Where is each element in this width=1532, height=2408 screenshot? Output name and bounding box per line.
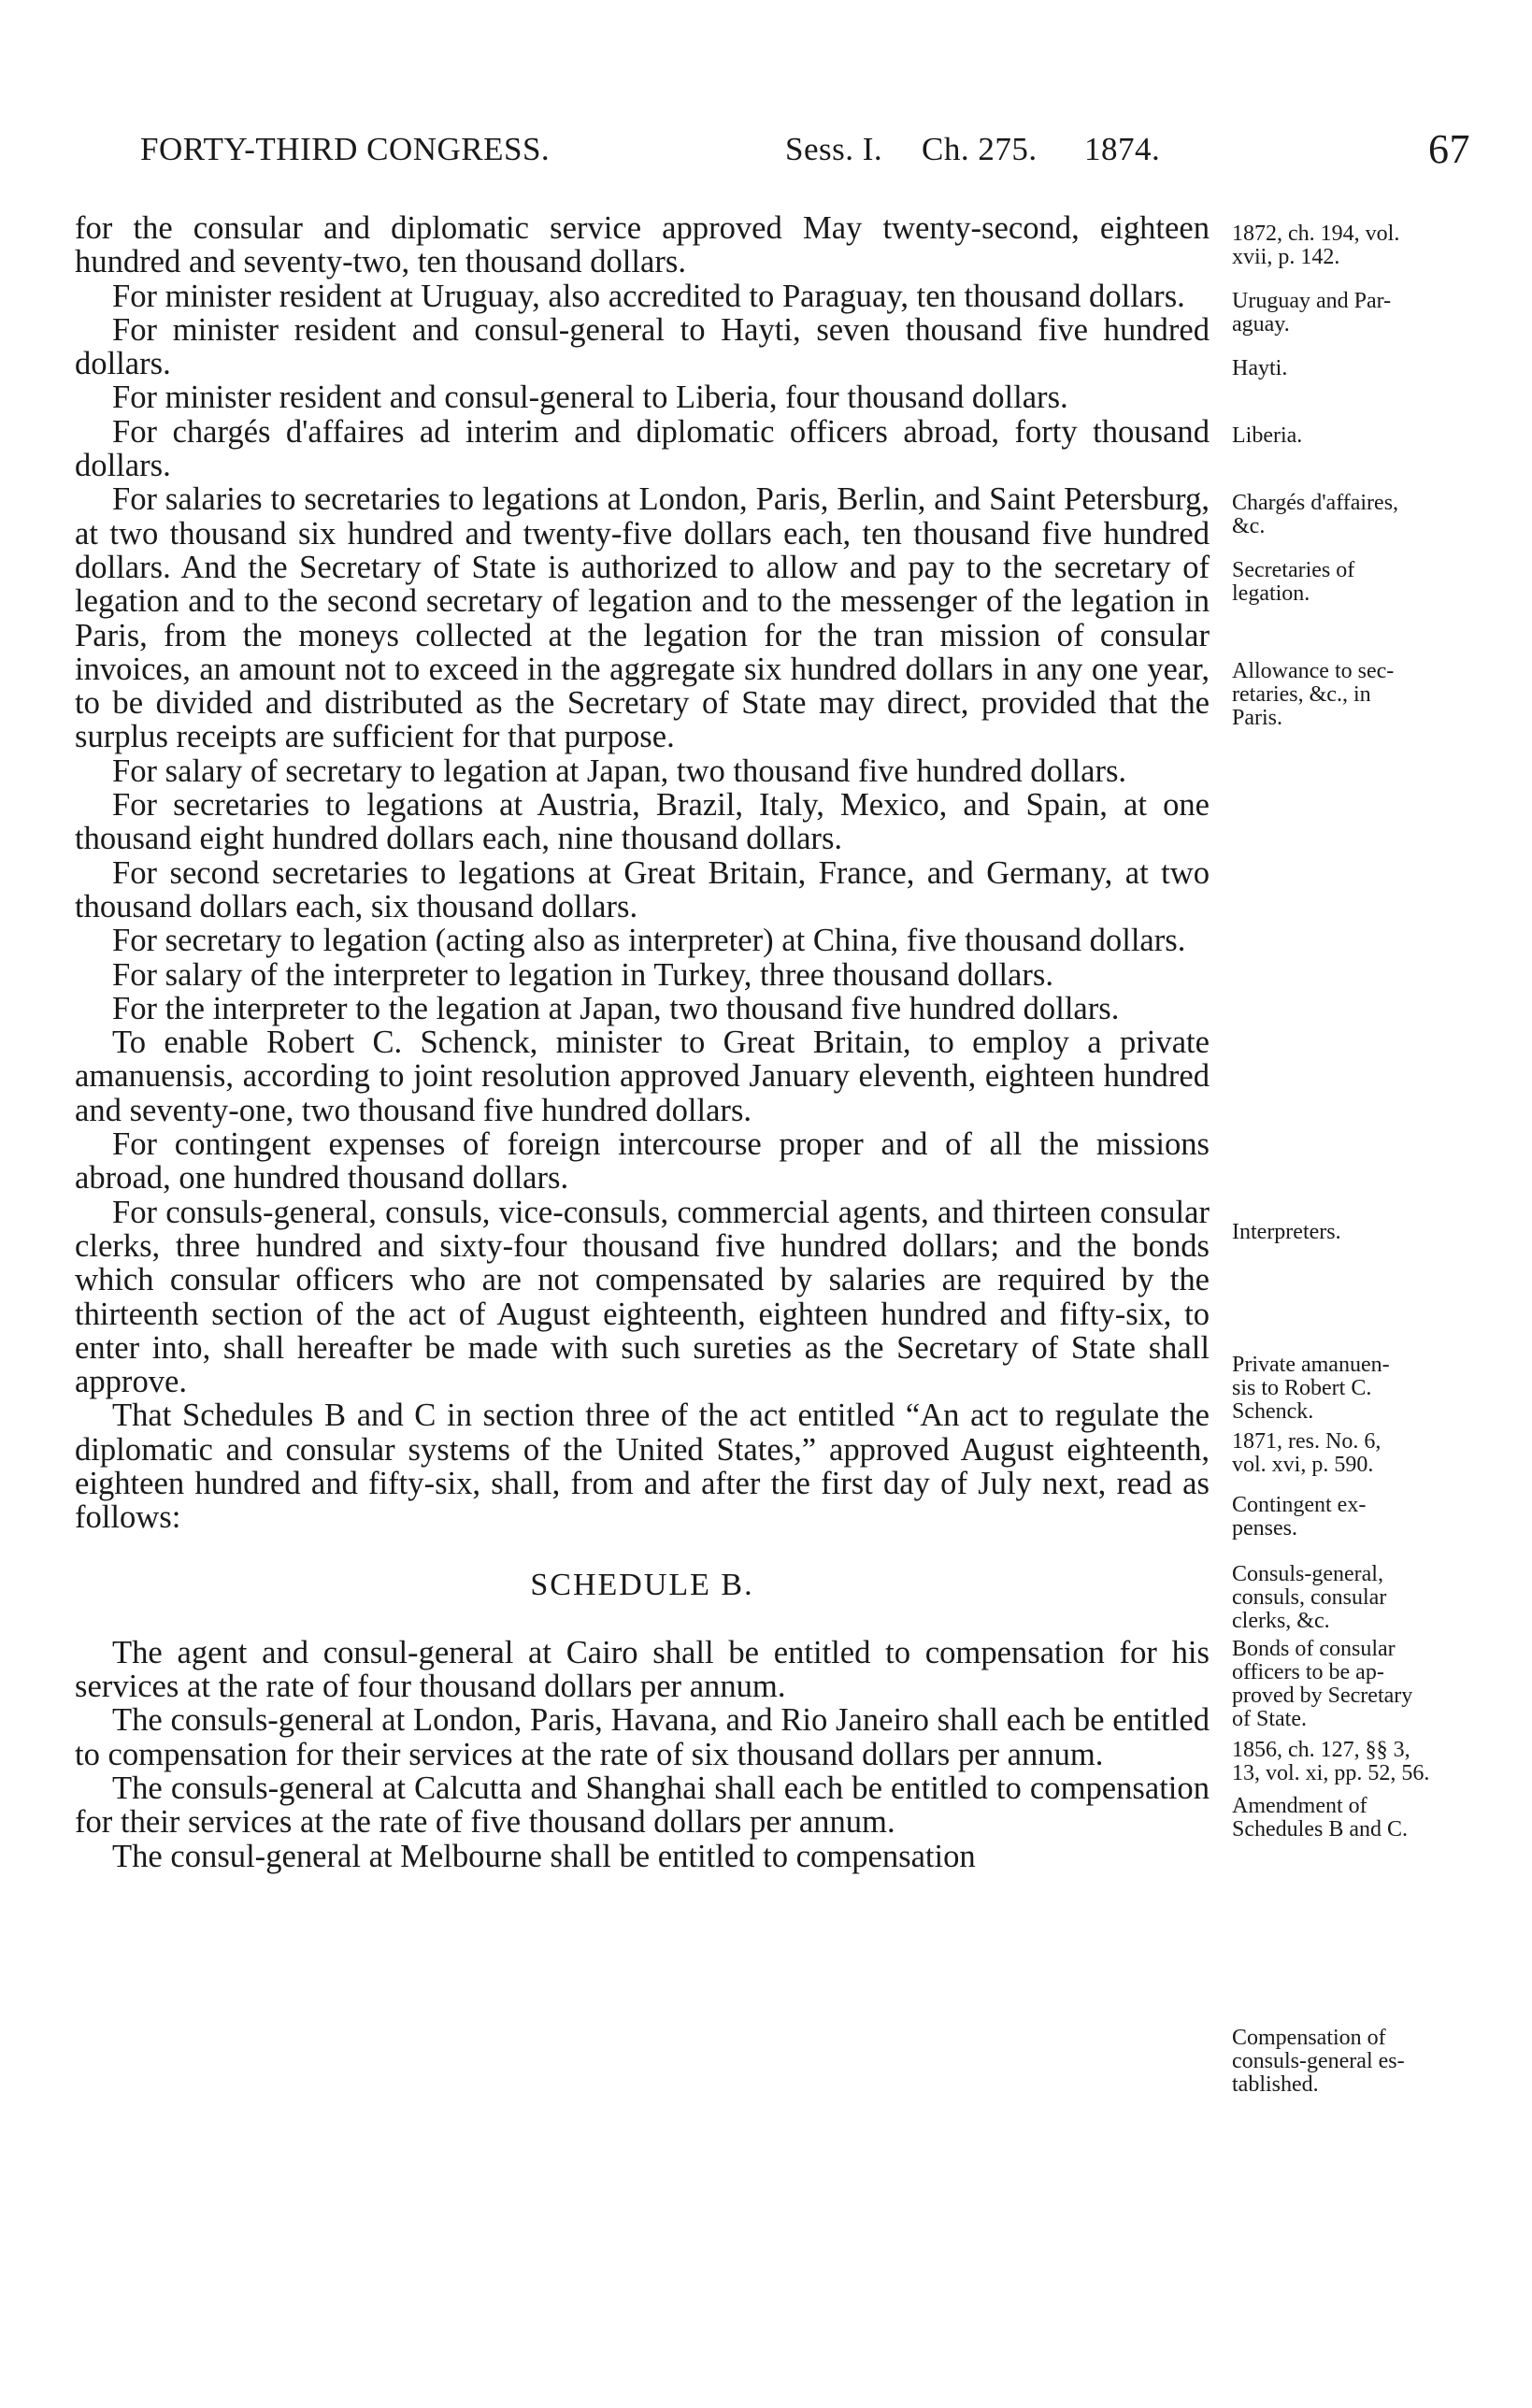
paragraph-schedules-amendment: That Schedules B and C in section three of the act entitled “An act to regulate the diplomatic and consular systems of the United States,” approved August eighteenth, eighteen hundred and fifty-six, shall, from and after the first day of July next, read as follows: bbox=[75, 1398, 1210, 1536]
paragraph-japan-interpreter: For the interpreter to the legation at Japan, two thousand five hundred dollars. bbox=[112, 990, 1120, 1026]
schedule-heading: SCHEDULE B. bbox=[530, 1567, 754, 1602]
page-number: 67 bbox=[1428, 126, 1470, 172]
paragraph-uruguay: For minister resident at Uruguay, also accredited to Paraguay, ten thousand dollars. bbox=[112, 278, 1185, 314]
paragraph-liberia: For minister resident and consul-general to Liberia, four thousand dollars. bbox=[112, 380, 1068, 416]
paragraph-second-secretaries: For second secretaries to legations at Great Britain, France, and Germany, at two thousand dollars each, six thousand dollars. bbox=[75, 854, 1210, 924]
margin-note-citation-1872: 1872, ch. 194, vol. xvii, p. 142. bbox=[1232, 222, 1400, 269]
paragraph-china-secretary: For secretary to legation (acting also as interpreter) at China, five thousand dollars. bbox=[112, 923, 1186, 959]
paragraph-calcutta-shanghai: The consuls-general at Calcutta and Shanghai shall each be entitled to compensation for their services at the rate of five thousand dollars per annum. bbox=[75, 1770, 1210, 1841]
paragraph-contingent-expenses: For contingent expenses of foreign intercourse proper and of all the missions abroad, one hundred thousand dollars. bbox=[75, 1126, 1210, 1197]
margin-note-liberia: Liberia. bbox=[1232, 423, 1303, 448]
margin-note-allowance: Allowance to sec- retaries, &c., in Paris. bbox=[1232, 659, 1395, 730]
paragraph-hayti: For minister resident and consul-general to Hayti, seven thousand five hundred dollars. bbox=[75, 311, 1210, 382]
running-header bbox=[140, 126, 1475, 178]
paragraph-japan-secretary: For salary of secretary to legation at Japan, two thousand five hundred dollars. bbox=[112, 752, 1127, 789]
margin-note-consuls: Consuls-general, consuls, consular clerks, &c. bbox=[1232, 1562, 1387, 1633]
paragraph-london-paris: The consuls-general at London, Paris, Havana, and Rio Janeiro shall each be entitled to compensation for their services at the rate of six thousand dollars per annum. bbox=[75, 1702, 1210, 1772]
paragraph-schenck-amanuensis: To enable Robert C. Schenck, minister to Great Britain, to employ a private amanuensis, according to joint resolution approved January eleventh, eighteen hundred and seventy-one, two thousand five hundred dollars. bbox=[75, 1025, 1210, 1128]
margin-note-secretaries: Secretaries of legation. bbox=[1232, 558, 1355, 606]
margin-note-charges: Chargés d'affaires, &c. bbox=[1232, 491, 1399, 538]
margin-note-bonds: Bonds of consular officers to be ap- proved by Secretary of State. bbox=[1232, 1637, 1413, 1731]
margin-note-amendment: Amendment of Schedules B and C. bbox=[1232, 1794, 1408, 1842]
margin-note-citation-1856: 1856, ch. 127, §§ 3, 13, vol. xi, pp. 52, 56. bbox=[1232, 1738, 1430, 1785]
paragraph-cairo: The agent and consul-general at Cairo shall be entitled to compensation for his services at the rate of four thousand dollars per annum. bbox=[75, 1634, 1210, 1705]
margin-note-amanuensis: Private amanuen- sis to Robert C. Schenck. bbox=[1232, 1353, 1390, 1424]
paragraph-melbourne: The consul-general at Melbourne shall be entitled to compensation bbox=[112, 1838, 976, 1874]
paragraph-legation-secretaries: For secretaries to legations at Austria, Brazil, Italy, Mexico, and Spain, at one thousand eight hundred dollars each, nine thousand dollars. bbox=[75, 787, 1210, 857]
margin-note-citation-1871: 1871, res. No. 6, vol. xvi, p. 590. bbox=[1232, 1429, 1382, 1477]
paragraph-continuation: for the consular and diplomatic service approved May twenty-second, eighteen hundred and seventy-two, ten thousand dollars. bbox=[75, 210, 1210, 280]
margin-note-compensation: Compensation of consuls-general es- tablished. bbox=[1232, 2026, 1405, 2097]
margin-note-contingent: Contingent ex- penses. bbox=[1232, 1493, 1367, 1541]
paragraph-consuls-general: For consuls-general, consuls, vice-consuls, commercial agents, and thirteen consular clerks, three hundred and sixty-four thousand five hundred dollars; and the bonds which consular officers who are not compensated by salaries are required by the thirteenth section of the act of August eighteenth, eighteen hundred and fifty-six, to enter into, shall hereafter be made with such sureties as the Secretary of State shall approve. bbox=[75, 1194, 1210, 1400]
header-title: FORTY-THIRD CONGRESS. bbox=[140, 131, 551, 167]
header-session: Sess. I. bbox=[785, 131, 883, 167]
paragraph-charges: For chargés d'affaires ad interim and diplomatic officers abroad, forty thousand dollars. bbox=[75, 413, 1210, 484]
margin-note-interpreters: Interpreters. bbox=[1232, 1220, 1341, 1244]
margin-note-uruguay: Uruguay and Par- aguay. bbox=[1232, 289, 1392, 337]
paragraph-secretaries-salaries: For salaries to secretaries to legations at London, Paris, Berlin, and Saint Petersburg, at two thousand six hundred and twenty-five dollars each, ten thousand five hundred dollars. And the Secretary of State is authorized to allow and pay to the secretary of legation and to the second secretary of legation and to the messenger of the legation in Paris, from the moneys collected at the legation for the tran mission of consular invoices, an amount not to exceed in the aggregate six hundred dollars in any one year, to be divided and distributed as the Secretary of State may direct, provided that the surplus receipts are sufficient for that purpose. bbox=[75, 481, 1210, 755]
main-text-column bbox=[75, 211, 1210, 1873]
header-year: 1874. bbox=[1084, 131, 1161, 167]
margin-note-hayti: Hayti. bbox=[1232, 356, 1288, 380]
header-chapter: Ch. 275. bbox=[922, 131, 1038, 167]
paragraph-turkey-interpreter: For salary of the interpreter to legation in Turkey, three thousand dollars. bbox=[112, 956, 1054, 993]
